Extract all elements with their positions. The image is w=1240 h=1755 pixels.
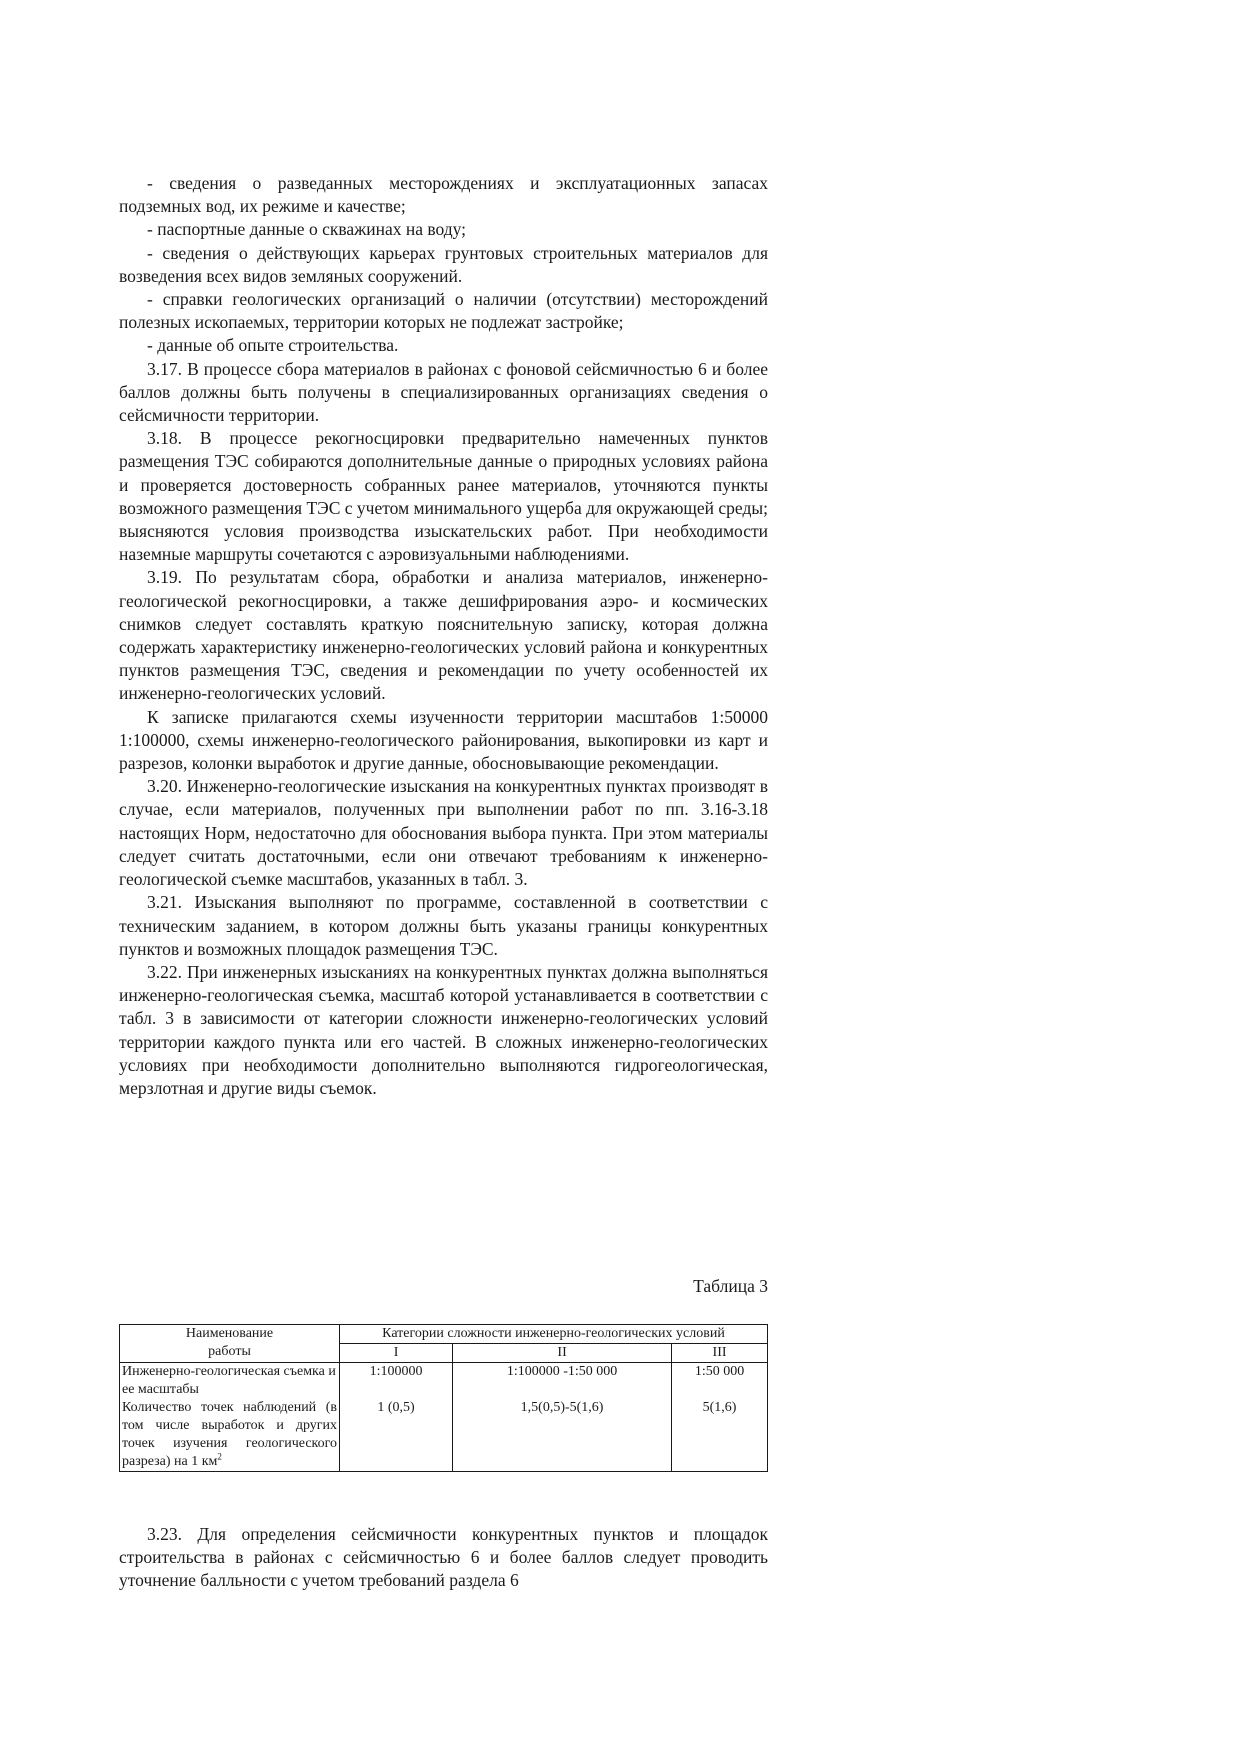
superscript: 2: [217, 1451, 222, 1462]
paragraph: 3.18. В процессе рекогносцировки предварительно намеченных пунктов размещения ТЭС собираются дополнительные данные о природных условиях района и проверяется достоверность собранных ранее материалов, уточняются пункты возможного размещения ТЭС с учетом минимального ущерба для окружающей среды; выясняются условия производства изыскательских работ. При необходимости наземные маршруты сочетаются с аэровизуальными наблюдениями.: [119, 428, 768, 565]
paragraph: 3.19. По результатам сбора, обработки и анализа материалов, инженерно-геологической рекогносцировки, а также дешифрирования аэро- и космических снимков следует составлять краткую пояснительную записку, которая должна содержать характеристику инженерно-геологических условий района и конкурентных пунктов размещения ТЭС, сведения и рекомендации по учету особенностей их инженерно-геологических условий.: [119, 567, 768, 704]
row-name: Количество точек наблюдений (в том числе выработок и других точек изучения геологического разреза) на 1 $км^2$: [122, 1400, 338, 1469]
paragraph: 3.21. Изыскания выполняют по программе, составленной в соответствии с техническим заданием, в котором должны быть указаны границы конкурентных пунктов и возможных площадок размещения ТЭС.: [119, 892, 768, 959]
paragraph: - паспортные данные о скважинах на воду;: [147, 219, 467, 240]
header-categories: Категории сложности инженерно-геологических условий: [340, 1325, 768, 1344]
table-caption: Таблица 3: [693, 1276, 768, 1296]
header-category-i: I: [340, 1344, 453, 1363]
table-cell-category-iii: [672, 1363, 768, 1472]
cell-value: 1:100000: [369, 1364, 423, 1379]
row-name: Инженерно-геологическая съемка и ее масштабы: [122, 1364, 336, 1397]
paragraph: - сведения о действующих карьерах грунтовых строительных материалов для возведения всех видов земляных сооружений.: [119, 242, 768, 286]
header-category-ii: II: [453, 1344, 672, 1363]
paragraph: - данные об опыте строительства.: [147, 335, 399, 356]
table-row: [120, 1363, 768, 1472]
cell-value: 1 (0,5): [377, 1400, 415, 1415]
paragraph: - сведения о разведанных месторождениях и эксплуатационных запасах подземных вод, их режиме и качестве;: [119, 173, 768, 217]
header-work-name: [120, 1325, 340, 1363]
header-name-line: Наименование: [185, 1326, 274, 1341]
paragraph: - справки геологических организаций о наличии (отсутствии) месторождений полезных ископаемых, территории которых не подлежат застройке;: [119, 289, 768, 333]
cell-value: 1:50 000: [694, 1364, 745, 1379]
header-category-iii: III: [672, 1344, 768, 1363]
cell-value: 5(1,6): [702, 1400, 737, 1415]
table-cell-category-i: [340, 1363, 453, 1472]
table-cell-category-ii: [453, 1363, 672, 1472]
table-header-row: [120, 1325, 768, 1344]
cell-value: 1:100000 -1:50 000: [506, 1364, 618, 1379]
body-text-after-table: [119, 1523, 768, 1593]
paragraph: 3.17. В процессе сбора материалов в районах с фоновой сейсмичностью 6 и более баллов должны быть получены в специализированных организациях сведения о сейсмичности территории.: [119, 358, 768, 426]
header-name-line: работы: [208, 1344, 251, 1359]
paragraph: К записке прилагаются схемы изученности территории масштабов 1:50000 1:100000, схемы инженерно-геологического районирования, выкопировки из карт и разрезов, колонки выработок и другие данные, обосновывающие рекомендации.: [119, 706, 768, 774]
paragraph: 3.22. При инженерных изысканиях на конкурентных пунктах должна выполняться инженерно-геологическая съемка, масштаб которой устанавливается в соответствии с табл. 3 в зависимости от категории сложности инженерно-геологических условий территории каждого пункта или его частей. В сложных инженерно-геологических условиях при необходимости дополнительно выполняются гидрогеологическая, мерзлотная и другие виды съемок.: [119, 961, 768, 1098]
table-3: [119, 1324, 768, 1472]
paragraph: 3.23. Для определения сейсмичности конкурентных пунктов и площадок строительства в районах с сейсмичностью 6 и более баллов следует проводить уточнение балльности с учетом требований раздела 6: [119, 1524, 768, 1591]
paragraph: 3.20. Инженерно-геологические изыскания на конкурентных пунктах производят в случае, если материалов, полученных при выполнении работ по пп. 3.16-3.18 настоящих Норм, недостаточно для обоснования выбора пункта. При этом материалы следует считать достаточными, если они отвечают требованиям к инженерно-геологической съемке масштабов, указанных в табл. 3.: [119, 776, 768, 890]
table-cell-name: [120, 1363, 340, 1472]
body-text: [119, 172, 768, 1100]
cell-value: 1,5(0,5)-5(1,6): [520, 1400, 604, 1415]
